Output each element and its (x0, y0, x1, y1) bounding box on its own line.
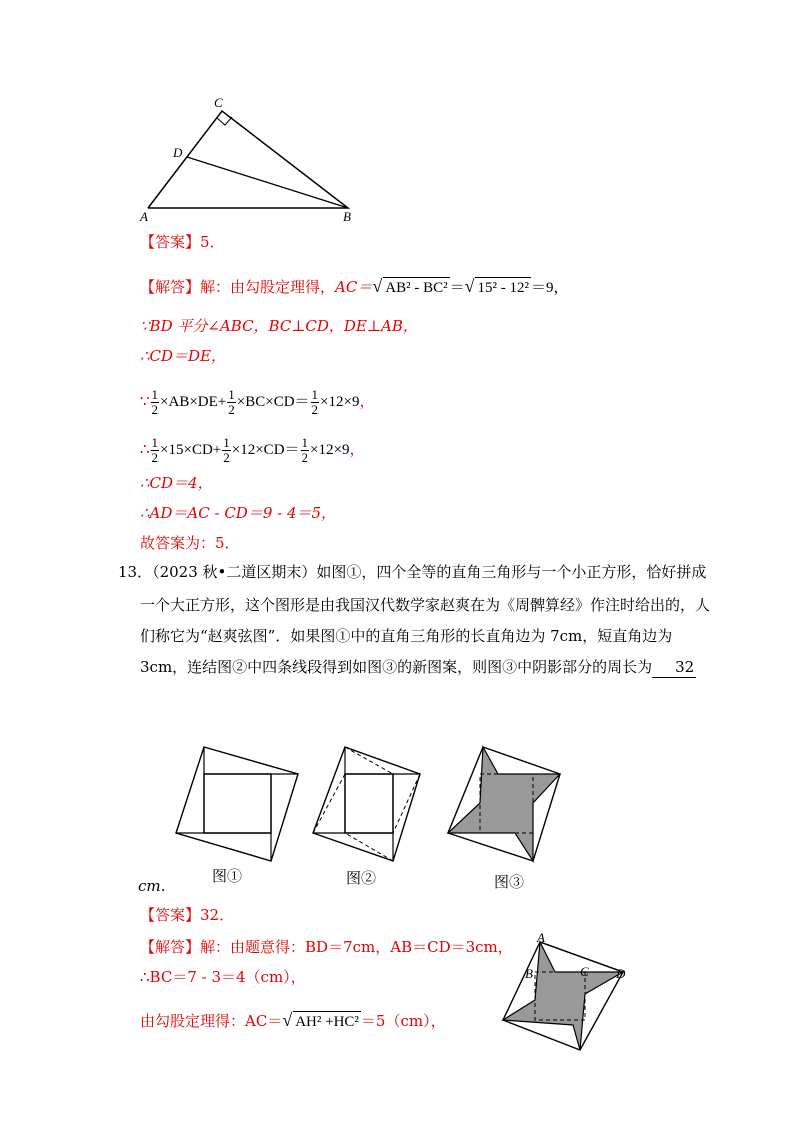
solution-line-1: 【解答】解：由勾股定理得，AC＝√ AB² - BC² ＝√ 15² - 12² ＝9， (140, 276, 569, 296)
solution-tag: 【解答】 (140, 278, 201, 296)
label-b: B (343, 209, 351, 224)
answer-tag: 【答案】 (140, 233, 201, 251)
label-c: C (214, 95, 223, 110)
solution-line-4: ∵ $\frac{1}{2}$ ×AB×DE+ $\frac{1}{2}$ ×BC×CD＝ $\frac{1}{2}$ ×12×9， (140, 387, 375, 418)
sqrt-15-12: 15² - 12² (475, 277, 531, 298)
q13-solution-3: 由勾股定理得：AC＝√ AH² +HC² ＝5（cm）， (140, 1010, 446, 1030)
fig4-label-d: D (616, 966, 626, 981)
label-a: A (140, 209, 148, 224)
solution-line-8: 故答案为：5． (140, 534, 240, 552)
question-13-line-1: 13．（2023 秋•二道区期末）如图①，四个全等的直角三角形与一个小正方形，恰好拼成 (118, 563, 707, 581)
figure-4 (495, 930, 635, 1060)
fig4-label-b: B (525, 966, 533, 981)
solution-line-2: ∵BD 平分∠ABC，BC⊥CD，DE⊥AB， (140, 317, 418, 335)
figure-2 (305, 745, 440, 865)
figure-1 (168, 745, 303, 865)
q13-solution-2: ∴BC＝7 - 3＝4（cm）， (140, 968, 306, 986)
label-d: D (173, 145, 183, 160)
caption-fig-3: 图③ (494, 873, 525, 891)
question-13-line-3: 们称它为“赵爽弦图”．如果图①中的直角三角形的长直角边为 7cm，短直角边为 (140, 627, 673, 645)
unit-cm: cm． (138, 877, 176, 895)
answer-value: 5． (200, 233, 225, 251)
question-13-line-4: 3cm，连结图②中四条线段得到如图③的新图案，则图③中阴影部分的周长为 32 (140, 658, 695, 676)
answer-blank: 32 (652, 657, 696, 678)
triangle-figure (130, 95, 370, 225)
solution-line-6: ∴CD＝4， (140, 474, 213, 492)
q13-solution-1: 【解答】解：由题意得：BD＝7cm，AB＝CD＝3cm， (140, 938, 513, 956)
solution-line-5: ∴ $\frac{1}{2}$ ×15×CD+ $\frac{1}{2}$ ×12×CD＝ $\frac{1}{2}$ ×12×9， (140, 435, 365, 466)
caption-fig-2: 图② (346, 869, 377, 887)
q13-answer-line: 【答案】32． (140, 906, 235, 924)
question-13-line-2: 一个大正方形，这个图形是由我国汉代数学家赵爽在为《周髀算经》作注时给出的，人 (140, 596, 711, 614)
caption-fig-1: 图① (212, 867, 243, 885)
question-number: 13． (118, 563, 153, 581)
sqrt-ab-bc: AB² - BC² (383, 277, 449, 298)
sqrt-ah-hc: AH² +HC² (293, 1011, 361, 1032)
solution-line-3: ∴CD＝DE， (140, 347, 227, 365)
answer-line (140, 232, 225, 252)
solution-line-7: ∴AD＝AC - CD＝9 - 4＝5， (140, 504, 337, 522)
fig4-label-c: C (580, 964, 589, 979)
figure-3 (440, 745, 570, 870)
fig4-label-a: A (537, 930, 545, 945)
